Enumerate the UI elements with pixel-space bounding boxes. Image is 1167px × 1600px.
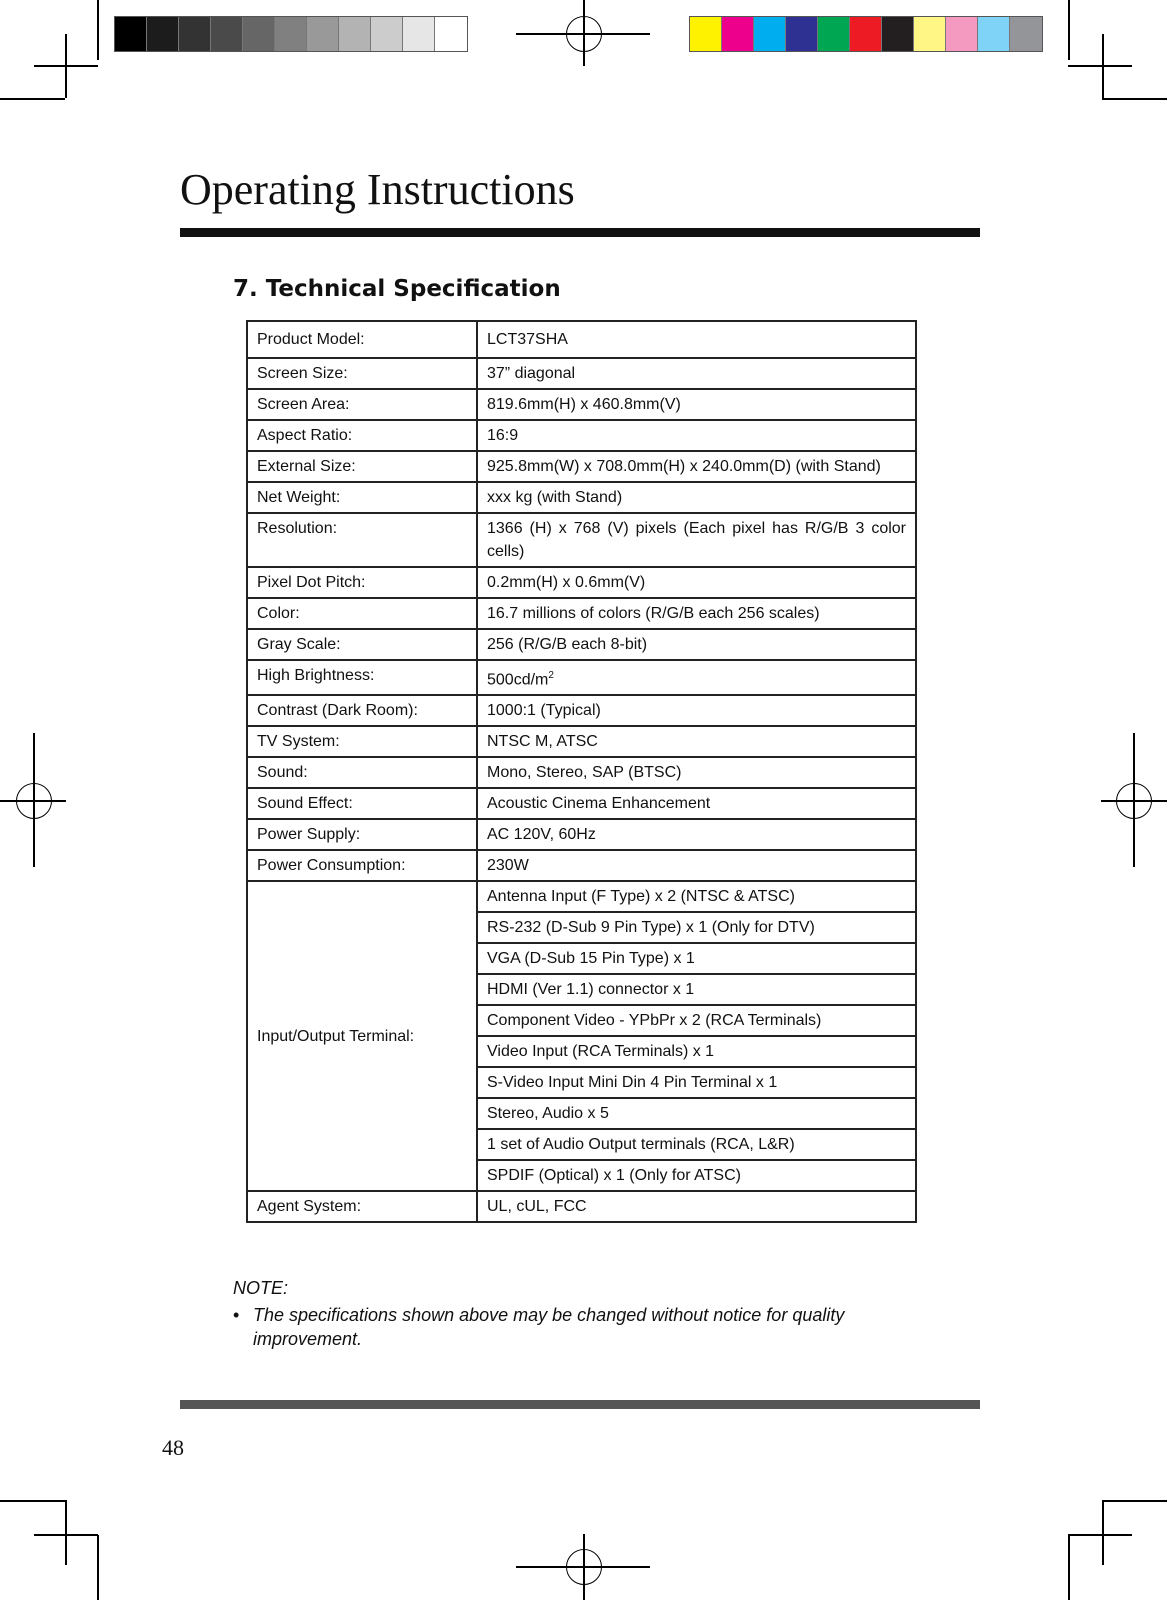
color-swatch [850, 17, 882, 51]
registration-circle [16, 783, 52, 819]
table-row [247, 660, 916, 695]
spec-value: 16.7 millions of colors (R/G/B each 256 scales) [477, 598, 916, 629]
table-row [247, 757, 916, 788]
io-label: Input/Output Terminal: [247, 881, 477, 1191]
registration-circle [566, 1549, 602, 1585]
table-row [247, 321, 916, 358]
spec-label: Product Model: [247, 321, 477, 358]
spec-table [246, 320, 917, 1223]
spec-label: Sound: [247, 757, 477, 788]
spec-label: Net Weight: [247, 482, 477, 513]
color-swatch [690, 17, 722, 51]
color-swatch [978, 17, 1010, 51]
gray-swatch [243, 17, 275, 51]
gray-swatch [403, 17, 435, 51]
spec-label: Resolution: [247, 513, 477, 567]
crop-mark [1102, 98, 1167, 100]
io-item: S-Video Input Mini Din 4 Pin Terminal x 1 [477, 1067, 916, 1098]
table-row [247, 482, 916, 513]
spec-label: TV System: [247, 726, 477, 757]
note-item [233, 1303, 893, 1351]
crop-mark [34, 65, 98, 67]
crop-mark [0, 98, 65, 100]
color-swatch [882, 17, 914, 51]
table-row [247, 598, 916, 629]
spec-label: Sound Effect: [247, 788, 477, 819]
spec-value: 230W [477, 850, 916, 881]
table-row [247, 695, 916, 726]
table-row [247, 881, 916, 912]
spec-label: Power Supply: [247, 819, 477, 850]
io-item: 1 set of Audio Output terminals (RCA, L&R) [477, 1129, 916, 1160]
table-row [247, 850, 916, 881]
color-swatch [786, 17, 818, 51]
page-number: 48 [162, 1435, 184, 1460]
spec-value: LCT37SHA [477, 321, 916, 358]
crop-mark [1102, 1500, 1167, 1502]
section-title: 7. Technical Specification [233, 276, 561, 302]
crop-mark [0, 1500, 65, 1502]
spec-value [477, 660, 916, 695]
gray-swatch [179, 17, 211, 51]
crop-mark [65, 1500, 67, 1565]
spec-value: 0.2mm(H) x 0.6mm(V) [477, 567, 916, 598]
table-row [247, 567, 916, 598]
gray-swatch [115, 17, 147, 51]
crop-mark [1068, 1534, 1132, 1536]
gray-swatch [371, 17, 403, 51]
spec-value: 1000:1 (Typical) [477, 695, 916, 726]
process-color-bar [689, 16, 1043, 52]
color-swatch [754, 17, 786, 51]
spec-value: 37” diagonal [477, 358, 916, 389]
page-header-title: Operating Instructions [180, 165, 575, 214]
spec-value: xxx kg (with Stand) [477, 482, 916, 513]
color-swatch [1010, 17, 1042, 51]
gray-swatch [147, 17, 179, 51]
io-item: Stereo, Audio x 5 [477, 1098, 916, 1129]
note-heading: NOTE: [233, 1278, 289, 1298]
spec-label: High Brightness: [247, 660, 477, 695]
table-row [247, 1191, 916, 1222]
spec-value: 819.6mm(H) x 460.8mm(V) [477, 389, 916, 420]
table-row [247, 629, 916, 660]
gray-swatch [275, 17, 307, 51]
gray-swatch [435, 17, 467, 51]
io-item: Video Input (RCA Terminals) x 1 [477, 1036, 916, 1067]
spec-label: Screen Size: [247, 358, 477, 389]
spec-value: 16:9 [477, 420, 916, 451]
spec-value: Mono, Stereo, SAP (BTSC) [477, 757, 916, 788]
gray-swatch [211, 17, 243, 51]
spec-label: Power Consumption: [247, 850, 477, 881]
spec-label: Pixel Dot Pitch: [247, 567, 477, 598]
crop-mark [97, 0, 99, 60]
table-row [247, 451, 916, 482]
color-swatch [914, 17, 946, 51]
table-row [247, 420, 916, 451]
crop-mark [1068, 65, 1132, 67]
spec-value: Acoustic Cinema Enhancement [477, 788, 916, 819]
gray-swatch [307, 17, 339, 51]
spec-value: 256 (R/G/B each 8-bit) [477, 629, 916, 660]
spec-label: Screen Area: [247, 389, 477, 420]
io-item: HDMI (Ver 1.1) connector x 1 [477, 974, 916, 1005]
spec-value: NTSC M, ATSC [477, 726, 916, 757]
spec-label: External Size: [247, 451, 477, 482]
crop-mark [1068, 0, 1070, 60]
bullet-icon: • [233, 1305, 240, 1325]
crop-mark [1102, 1500, 1104, 1565]
table-row [247, 726, 916, 757]
spec-value: 925.8mm(W) x 708.0mm(H) x 240.0mm(D) (with Stand) [477, 451, 916, 482]
crop-mark [97, 1535, 99, 1600]
io-item: VGA (D-Sub 15 Pin Type) x 1 [477, 943, 916, 974]
gray-swatch [339, 17, 371, 51]
table-row [247, 358, 916, 389]
footer-rule [180, 1400, 980, 1409]
spec-label: Contrast (Dark Room): [247, 695, 477, 726]
crop-mark [1068, 1535, 1070, 1600]
spec-label: Color: [247, 598, 477, 629]
spec-label: Aspect Ratio: [247, 420, 477, 451]
spec-label: Agent System: [247, 1191, 477, 1222]
io-item: RS-232 (D-Sub 9 Pin Type) x 1 (Only for DTV) [477, 912, 916, 943]
note-text: The specifications shown above may be changed without notice for quality improvement. [253, 1305, 845, 1349]
table-row [247, 513, 916, 567]
crop-mark [34, 1534, 98, 1536]
spec-value-text: 500cd/m [487, 671, 549, 689]
spec-value-superscript: 2 [548, 670, 554, 681]
spec-label: Gray Scale: [247, 629, 477, 660]
spec-value: UL, cUL, FCC [477, 1191, 916, 1222]
registration-circle [566, 16, 602, 52]
color-swatch [946, 17, 978, 51]
registration-circle [1116, 783, 1152, 819]
table-row [247, 788, 916, 819]
table-row [247, 819, 916, 850]
color-swatch [722, 17, 754, 51]
header-rule [180, 228, 980, 237]
io-item: Component Video - YPbPr x 2 (RCA Terminals) [477, 1005, 916, 1036]
io-item: SPDIF (Optical) x 1 (Only for ATSC) [477, 1160, 916, 1191]
table-row [247, 389, 916, 420]
spec-value: AC 120V, 60Hz [477, 819, 916, 850]
color-swatch [818, 17, 850, 51]
grayscale-color-bar [114, 16, 468, 52]
io-item: Antenna Input (F Type) x 2 (NTSC & ATSC) [477, 881, 916, 912]
spec-value: 1366 (H) x 768 (V) pixels (Each pixel has R/G/B 3 color cells) [477, 513, 916, 567]
